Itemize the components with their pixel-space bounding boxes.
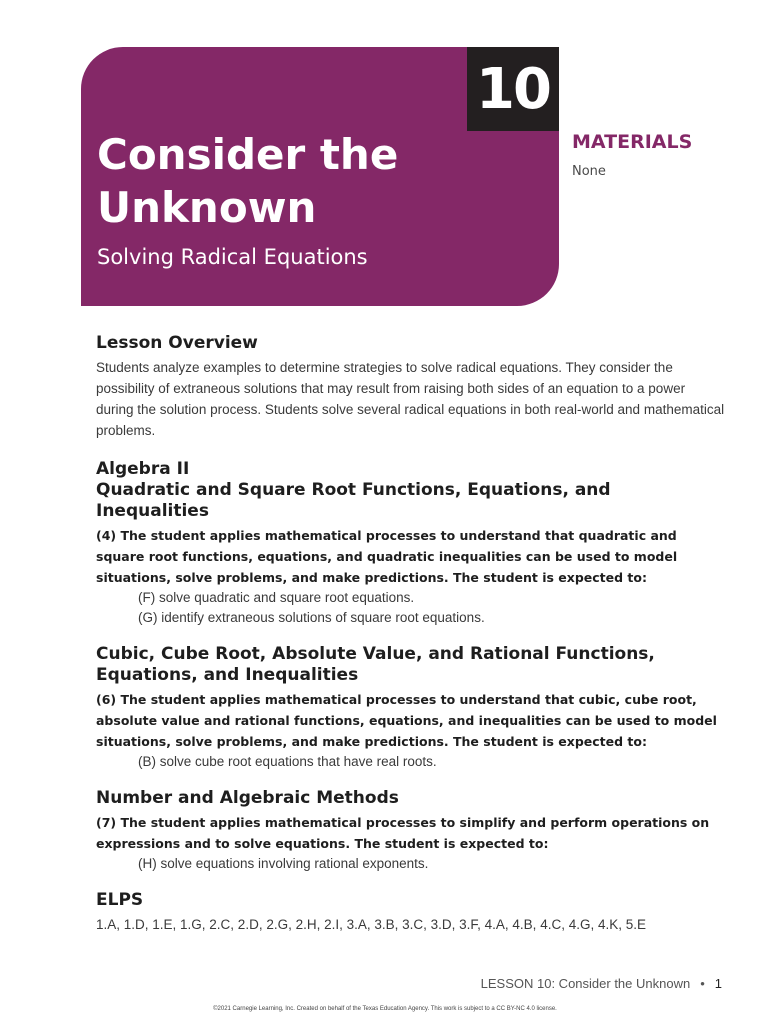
standard-item: (B) solve cube root equations that have real roots. <box>138 754 437 769</box>
standard-item: (G) identify extraneous solutions of square root equations. <box>138 610 485 625</box>
materials-heading: MATERIALS <box>572 131 693 153</box>
page-number: 1 <box>714 976 722 991</box>
section-heading: Algebra II <box>96 459 190 479</box>
lesson-number-badge: 10 <box>467 47 559 131</box>
standard-item: (F) solve quadratic and square root equations. <box>138 590 415 605</box>
footer-lesson-label: LESSON 10: Consider the Unknown <box>480 976 691 991</box>
page-footer <box>481 976 722 991</box>
standard-text: (4) The student applies mathematical processes to understand that quadratic and square root functions, equations, and quadratic inequalities can be used to model situations, solve problems, and make predictions. The student is expected to: <box>96 528 678 585</box>
section-elps <box>96 890 726 935</box>
section-algebra-ii <box>96 459 726 628</box>
lesson-subtitle: Solving Radical Equations <box>97 245 368 269</box>
section-heading: Number and Algebraic Methods <box>96 788 399 808</box>
standard-text: (6) The student applies mathematical processes to understand that cubic, cube root, absolute value and rational functions, equations, and inequalities can be used to model situations, solve problems, and make predictions. The student is expected to: <box>96 692 717 749</box>
footer-bullet: • <box>700 976 705 991</box>
section-cubic <box>96 644 726 772</box>
section-heading: Cubic, Cube Root, Absolute Value, and Rational Functions, Equations, and Inequalities <box>96 644 655 685</box>
title-line-2: Unknown <box>97 183 317 232</box>
standard-item: (H) solve equations involving rational exponents. <box>138 856 429 871</box>
elps-heading: ELPS <box>96 890 144 910</box>
overview-heading: Lesson Overview <box>96 333 258 353</box>
copyright-notice: ©2021 Carnegie Learning, Inc. Created on behalf of the Texas Education Agency. This work is subject to a CC BY-NC 4.0 license. <box>213 1006 557 1012</box>
overview-text: Students analyze examples to determine strategies to solve radical equations. They consider the possibility of extraneous solutions that may result from raising both sides of an equation to a power during the solution process. Students solve several radical equations in both real-world and mathematical problems. <box>96 360 725 438</box>
section-number-algebraic <box>96 788 726 874</box>
lesson-title <box>97 128 457 234</box>
title-line-1: Consider the <box>97 130 399 179</box>
materials-value: None <box>572 164 606 179</box>
section-subheading: Quadratic and Square Root Functions, Equations, and Inequalities <box>96 480 611 521</box>
elps-text: 1.A, 1.D, 1.E, 1.G, 2.C, 2.D, 2.G, 2.H, 2.I, 3.A, 3.B, 3.C, 3.D, 3.F, 4.A, 4.B, 4.C, 4.G, 4.K, 5.E <box>96 917 646 932</box>
main-content <box>96 333 726 935</box>
standard-text: (7) The student applies mathematical processes to simplify and perform operations on expressions and to solve equations. The student is expected to: <box>96 815 710 851</box>
